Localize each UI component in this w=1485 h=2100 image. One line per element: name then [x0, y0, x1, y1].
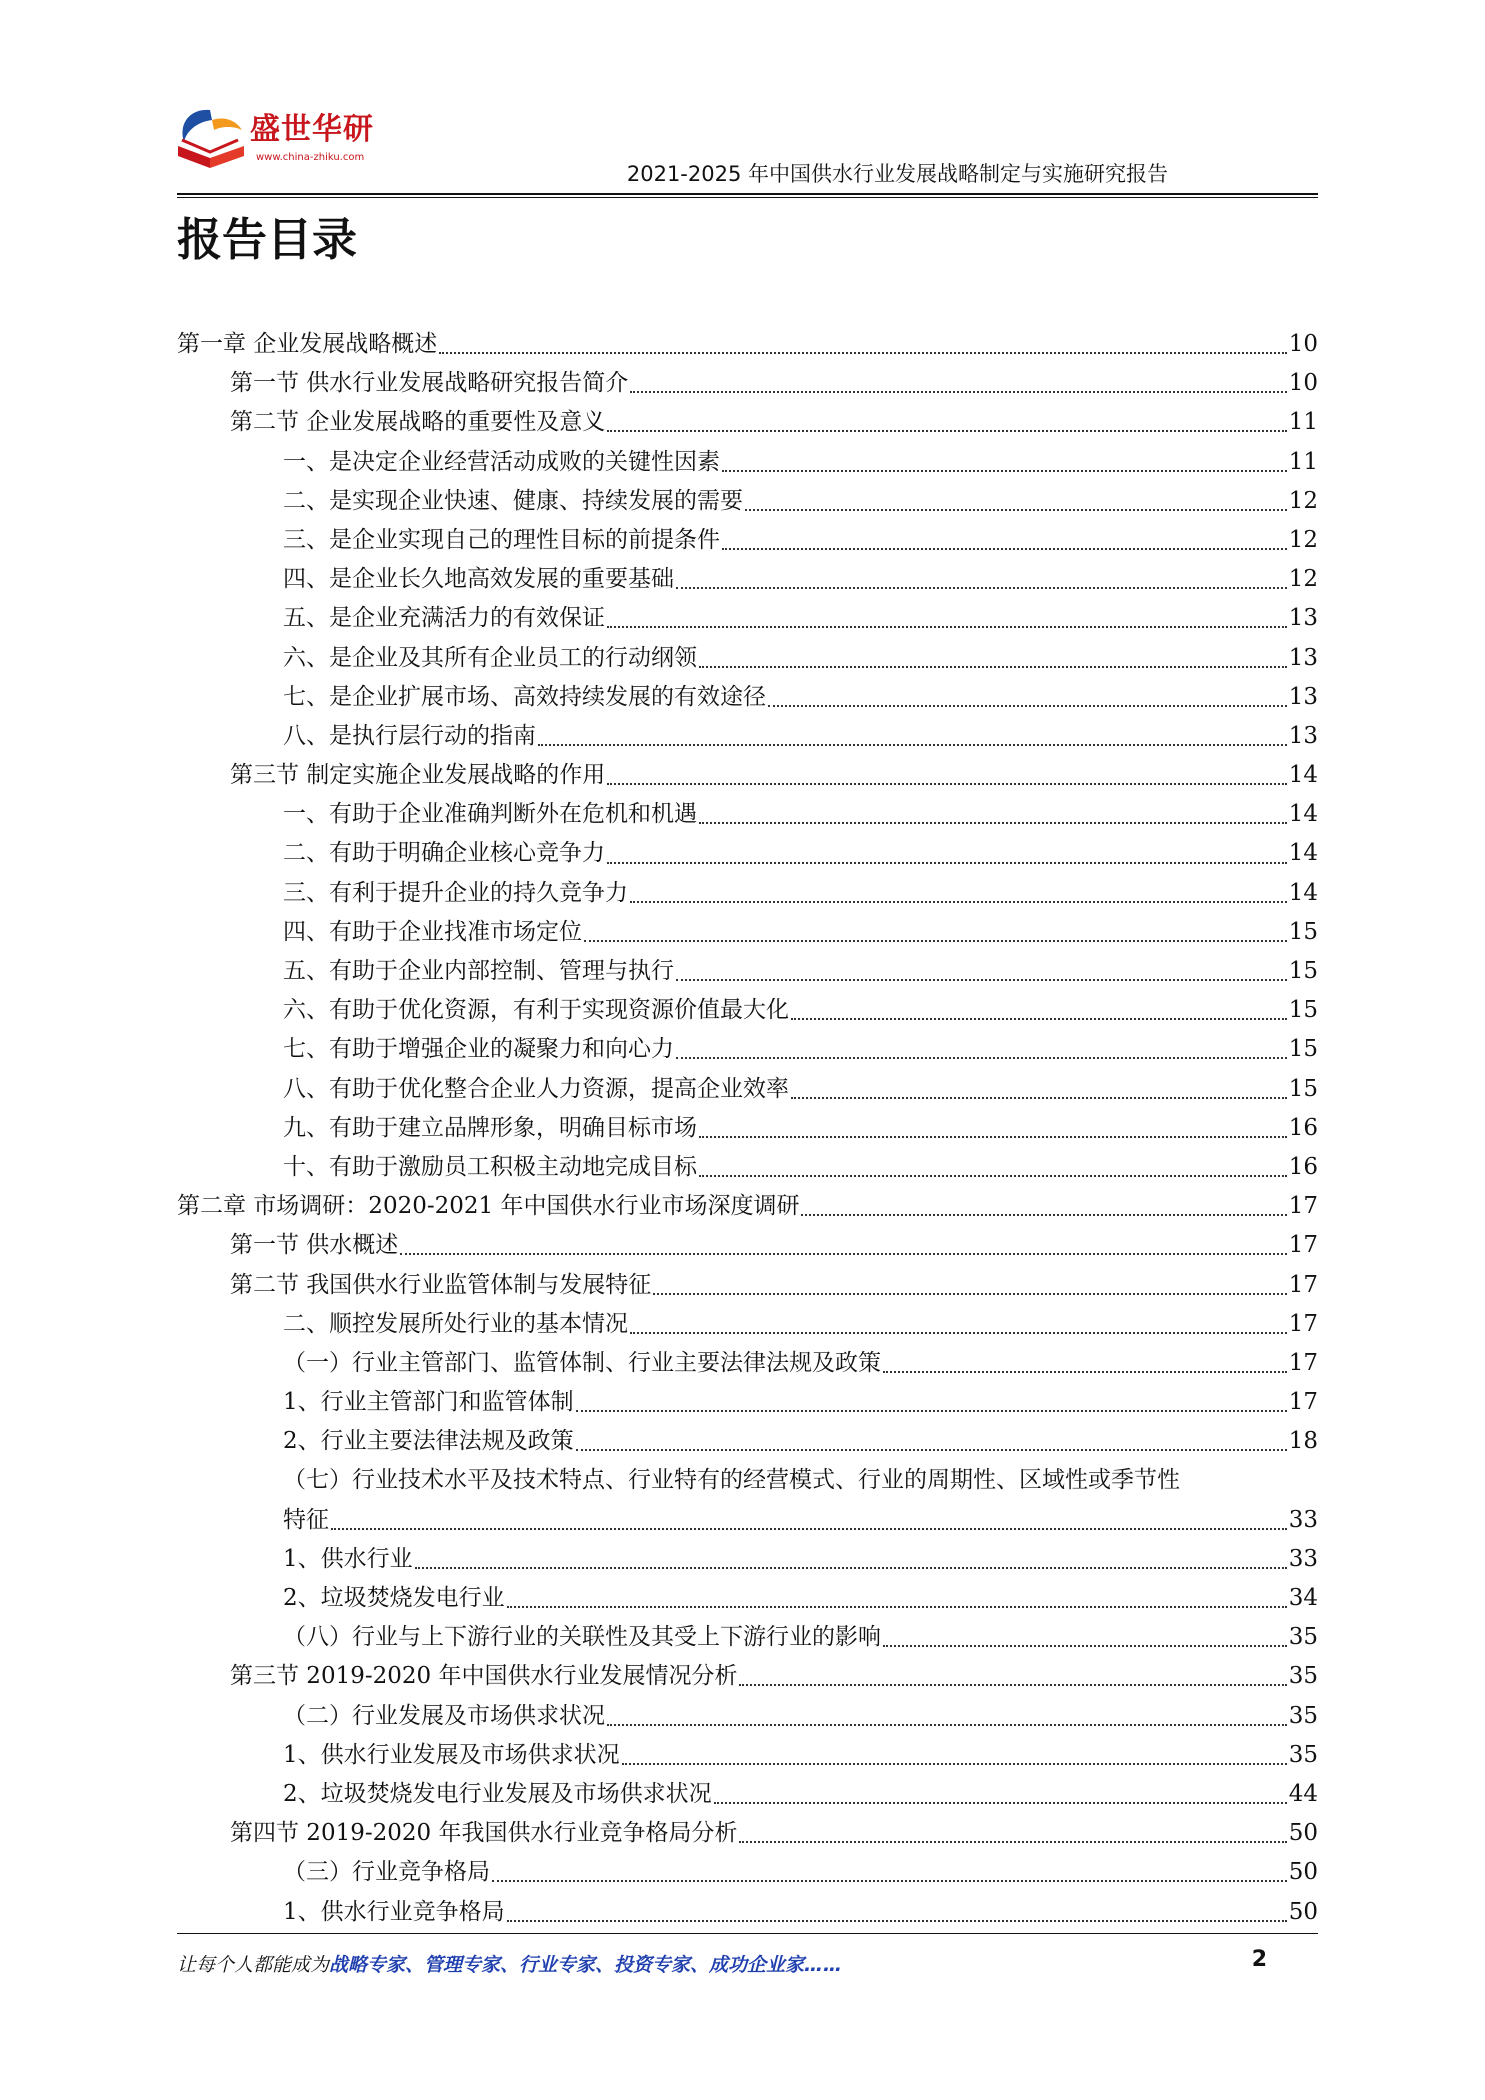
toc-entry-label: （七）行业技术水平及技术特点、行业特有的经营模式、行业的周期性、区域性或季节性	[283, 1467, 1180, 1494]
toc-entry-page: 17	[1288, 1349, 1318, 1376]
toc-dot-leader	[739, 1840, 1286, 1843]
toc-dot-leader	[676, 586, 1287, 589]
toc-dot-leader	[331, 1527, 1287, 1530]
toc-entry-label: 一、是决定企业经营活动成败的关键性因素	[283, 448, 720, 475]
toc-dot-leader	[622, 1762, 1287, 1765]
logo-url: www.china-zhiku.com	[256, 152, 365, 163]
toc-entry-page: 50	[1288, 1820, 1318, 1847]
toc-entry-page: 50	[1288, 1898, 1318, 1925]
toc-entry-page: 35	[1288, 1663, 1318, 1690]
toc-entry-page: 16	[1288, 1153, 1318, 1180]
toc-dot-leader	[722, 469, 1287, 472]
toc-entry-page: 33	[1288, 1506, 1318, 1533]
toc-entry-page: 15	[1288, 1036, 1318, 1063]
toc-entry-label: 第一章 企业发展战略概述	[177, 331, 438, 357]
toc-entry[interactable]	[177, 560, 1318, 599]
toc-entry[interactable]	[177, 639, 1318, 678]
page-number: 2	[1251, 1947, 1267, 1972]
toc-entry[interactable]	[177, 1266, 1318, 1305]
toc-entry-page: 35	[1288, 1741, 1318, 1768]
toc-entry[interactable]	[177, 1030, 1318, 1069]
footer-slogan-prefix: 让每个人都能成为	[177, 1954, 330, 1976]
toc-dot-leader	[699, 821, 1287, 824]
toc-entry-page: 14	[1288, 762, 1318, 789]
toc-entry-page: 12	[1288, 526, 1318, 553]
company-logo	[172, 102, 412, 182]
toc-entry-label: 一、有助于企业准确判断外在危机和机遇	[283, 801, 697, 828]
toc-entry-label: 五、有助于企业内部控制、管理与执行	[283, 958, 674, 984]
toc-entry-label: 六、是企业及其所有企业员工的行动纲领	[283, 644, 697, 671]
toc-entry-label: 四、是企业长久地高效发展的重要基础	[283, 566, 674, 593]
toc-entry-page: 17	[1288, 1232, 1318, 1259]
toc-dot-leader	[722, 547, 1287, 550]
toc-dot-leader	[791, 1017, 1287, 1020]
toc-entry[interactable]	[177, 1226, 1318, 1265]
table-of-contents	[177, 325, 1318, 1932]
toc-entry-label-continuation: 特征	[283, 1506, 329, 1533]
toc-entry-label: 1、供水行业发展及市场供求状况	[283, 1741, 620, 1768]
toc-entry-label: 第四节 2019-2020 年我国供水行业竞争格局分析	[230, 1820, 738, 1847]
toc-entry-label: 四、有助于企业找准市场定位	[283, 918, 582, 945]
toc-entry-page: 12	[1288, 566, 1318, 593]
toc-dot-leader	[768, 704, 1287, 707]
toc-dot-leader	[607, 429, 1286, 432]
toc-entry-page: 10	[1288, 331, 1318, 357]
toc-dot-leader	[400, 1252, 1286, 1255]
toc-dot-leader	[801, 1213, 1286, 1216]
toc-entry-label: （八）行业与上下游行业的关联性及其受上下游行业的影响	[283, 1624, 881, 1651]
toc-entry[interactable]	[177, 1148, 1318, 1187]
header-divider	[177, 193, 1318, 198]
toc-dot-leader	[630, 390, 1286, 393]
toc-dot-leader	[676, 1056, 1287, 1059]
toc-entry[interactable]	[177, 482, 1318, 521]
footer-divider	[177, 1933, 1318, 1934]
toc-entry-page: 17	[1288, 1271, 1318, 1298]
toc-entry-label: 2、垃圾焚烧发电行业发展及市场供求状况	[283, 1780, 712, 1807]
toc-dot-leader	[883, 1370, 1287, 1373]
toc-entry-page: 10	[1288, 370, 1318, 397]
toc-entry-page: 44	[1288, 1780, 1318, 1807]
toc-entry-page: 17	[1288, 1193, 1318, 1220]
toc-entry[interactable]	[177, 1461, 1318, 1539]
toc-entry-label: 第一节 供水行业发展战略研究报告简介	[230, 370, 629, 397]
toc-entry-page: 11	[1288, 409, 1318, 436]
footer-slogan	[177, 1950, 842, 1977]
toc-entry-label: 2、行业主要法律法规及政策	[283, 1428, 574, 1455]
toc-entry[interactable]	[177, 1814, 1318, 1853]
toc-entry-page: 18	[1288, 1428, 1318, 1455]
toc-entry[interactable]	[177, 443, 1318, 482]
toc-entry-label: 七、有助于增强企业的凝聚力和向心力	[283, 1036, 674, 1063]
toc-entry-label: （三）行业竞争格局	[283, 1859, 490, 1886]
toc-dot-leader	[415, 1566, 1287, 1569]
toc-dot-leader	[607, 625, 1287, 628]
toc-entry-page: 13	[1288, 644, 1318, 671]
toc-entry-page: 16	[1288, 1114, 1318, 1141]
toc-dot-leader	[507, 1919, 1287, 1922]
toc-dot-leader	[699, 1174, 1287, 1177]
toc-entry[interactable]	[177, 1657, 1318, 1696]
toc-entry-label: 五、是企业充满活力的有效保证	[283, 605, 605, 632]
toc-dot-leader	[492, 1879, 1287, 1882]
toc-entry[interactable]	[177, 1305, 1318, 1344]
toc-entry-label: 八、有助于优化整合企业人力资源，提高企业效率	[283, 1075, 789, 1102]
toc-entry-label: 三、有利于提升企业的持久竞争力	[283, 879, 628, 906]
toc-entry-label: 六、有助于优化资源，有利于实现资源价值最大化	[283, 997, 789, 1024]
toc-entry-page: 50	[1288, 1859, 1318, 1886]
toc-entry-page: 15	[1288, 918, 1318, 945]
toc-dot-leader	[584, 939, 1287, 942]
toc-entry[interactable]	[177, 834, 1318, 873]
toc-dot-leader	[791, 1096, 1287, 1099]
toc-entry-label: 第三节 2019-2020 年中国供水行业发展情况分析	[230, 1663, 738, 1690]
toc-dot-leader	[630, 900, 1287, 903]
toc-entry-page: 11	[1288, 448, 1318, 475]
toc-entry[interactable]	[177, 991, 1318, 1030]
toc-dot-leader	[699, 1135, 1287, 1138]
logo-book-icon	[172, 102, 250, 174]
toc-entry-label: 1、供水行业	[283, 1545, 413, 1572]
toc-entry[interactable]	[177, 913, 1318, 952]
logo-name: 盛世华研	[250, 112, 374, 147]
toc-entry[interactable]	[177, 1422, 1318, 1461]
toc-entry-page: 35	[1288, 1624, 1318, 1651]
toc-dot-leader	[699, 665, 1287, 668]
toc-dot-leader	[739, 1683, 1286, 1686]
toc-entry[interactable]	[177, 1618, 1318, 1657]
toc-entry[interactable]	[177, 1893, 1318, 1932]
toc-entry-label: 十、有助于激励员工积极主动地完成目标	[283, 1153, 697, 1180]
toc-entry-label: 九、有助于建立品牌形象，明确目标市场	[283, 1114, 697, 1141]
toc-entry-label: 第一节 供水概述	[230, 1232, 399, 1259]
toc-entry-page: 35	[1288, 1702, 1318, 1729]
toc-entry-page: 14	[1288, 879, 1318, 906]
toc-entry[interactable]	[177, 1579, 1318, 1618]
toc-entry-label: （二）行业发展及市场供求状况	[283, 1702, 605, 1729]
toc-dot-leader	[883, 1644, 1287, 1647]
toc-entry[interactable]	[177, 1775, 1318, 1814]
toc-entry-label: 二、是实现企业快速、健康、持续发展的需要	[283, 487, 743, 514]
toc-entry[interactable]	[177, 717, 1318, 756]
toc-entry-page: 13	[1288, 722, 1318, 749]
toc-entry[interactable]	[177, 1344, 1318, 1383]
toc-entry-label: 2、垃圾焚烧发电行业	[283, 1585, 505, 1612]
toc-entry-page: 15	[1288, 958, 1318, 984]
toc-entry[interactable]	[177, 325, 1318, 364]
toc-dot-leader	[630, 1331, 1287, 1334]
toc-dot-leader	[576, 1448, 1287, 1451]
toc-entry[interactable]	[177, 795, 1318, 834]
toc-entry[interactable]	[177, 756, 1318, 795]
toc-entry[interactable]	[177, 952, 1318, 991]
toc-entry-label: 第三节 制定实施企业发展战略的作用	[230, 762, 606, 789]
toc-entry-page: 14	[1288, 840, 1318, 867]
toc-entry-page: 13	[1288, 683, 1318, 710]
toc-entry[interactable]	[177, 1187, 1318, 1226]
toc-dot-leader	[576, 1409, 1287, 1412]
toc-entry-page: 13	[1288, 605, 1318, 632]
page-heading: 报告目录	[177, 213, 358, 266]
toc-entry[interactable]	[177, 678, 1318, 717]
toc-entry-page: 33	[1288, 1545, 1318, 1572]
toc-entry[interactable]	[177, 1383, 1318, 1422]
toc-entry[interactable]	[177, 521, 1318, 560]
toc-entry-label: （一）行业主管部门、监管体制、行业主要法律法规及政策	[283, 1349, 881, 1376]
toc-entry-label: 1、供水行业竞争格局	[283, 1898, 505, 1925]
toc-entry[interactable]	[177, 1540, 1318, 1579]
toc-entry-label: 二、有助于明确企业核心竞争力	[283, 840, 605, 867]
toc-entry-label: 七、是企业扩展市场、高效持续发展的有效途径	[283, 683, 766, 710]
toc-entry-page: 17	[1288, 1310, 1318, 1337]
toc-entry-page: 15	[1288, 1075, 1318, 1102]
report-title: 2021-2025 年中国供水行业发展战略制定与实施研究报告	[626, 162, 1168, 186]
toc-dot-leader	[538, 743, 1287, 746]
toc-dot-leader	[439, 351, 1286, 354]
toc-dot-leader	[676, 978, 1287, 981]
toc-dot-leader	[507, 1605, 1287, 1608]
toc-dot-leader	[607, 782, 1286, 785]
toc-entry[interactable]	[177, 599, 1318, 638]
toc-entry-page: 17	[1288, 1389, 1318, 1416]
toc-entry[interactable]	[177, 1070, 1318, 1109]
toc-entry-label: 二、顺控发展所处行业的基本情况	[283, 1310, 628, 1337]
toc-entry[interactable]	[177, 1736, 1318, 1775]
toc-entry[interactable]	[177, 364, 1318, 403]
footer-slogan-highlight: 战略专家、管理专家、行业专家、投资专家、成功企业家……	[329, 1954, 843, 1976]
toc-dot-leader	[714, 1801, 1287, 1804]
toc-entry-label: 八、是执行层行动的指南	[283, 722, 536, 749]
toc-dot-leader	[607, 1723, 1287, 1726]
toc-entry-page: 15	[1288, 997, 1318, 1024]
toc-entry-label: 第二节 我国供水行业监管体制与发展特征	[230, 1271, 652, 1298]
toc-entry-page: 34	[1288, 1585, 1318, 1612]
toc-entry-page: 12	[1288, 487, 1318, 514]
toc-entry[interactable]	[177, 874, 1318, 913]
toc-entry[interactable]	[177, 1697, 1318, 1736]
toc-entry[interactable]	[177, 1853, 1318, 1892]
toc-entry-label: 第二节 企业发展战略的重要性及意义	[230, 409, 606, 436]
toc-dot-leader	[607, 861, 1287, 864]
toc-entry[interactable]	[177, 1109, 1318, 1148]
toc-entry-label: 三、是企业实现自己的理性目标的前提条件	[283, 526, 720, 553]
toc-entry-label: 第二章 市场调研：2020-2021 年中国供水行业市场深度调研	[177, 1193, 800, 1220]
toc-dot-leader	[653, 1292, 1286, 1295]
toc-dot-leader	[745, 508, 1287, 511]
toc-entry-label: 1、行业主管部门和监管体制	[283, 1389, 574, 1416]
toc-entry-page: 14	[1288, 801, 1318, 828]
toc-entry[interactable]	[177, 403, 1318, 442]
